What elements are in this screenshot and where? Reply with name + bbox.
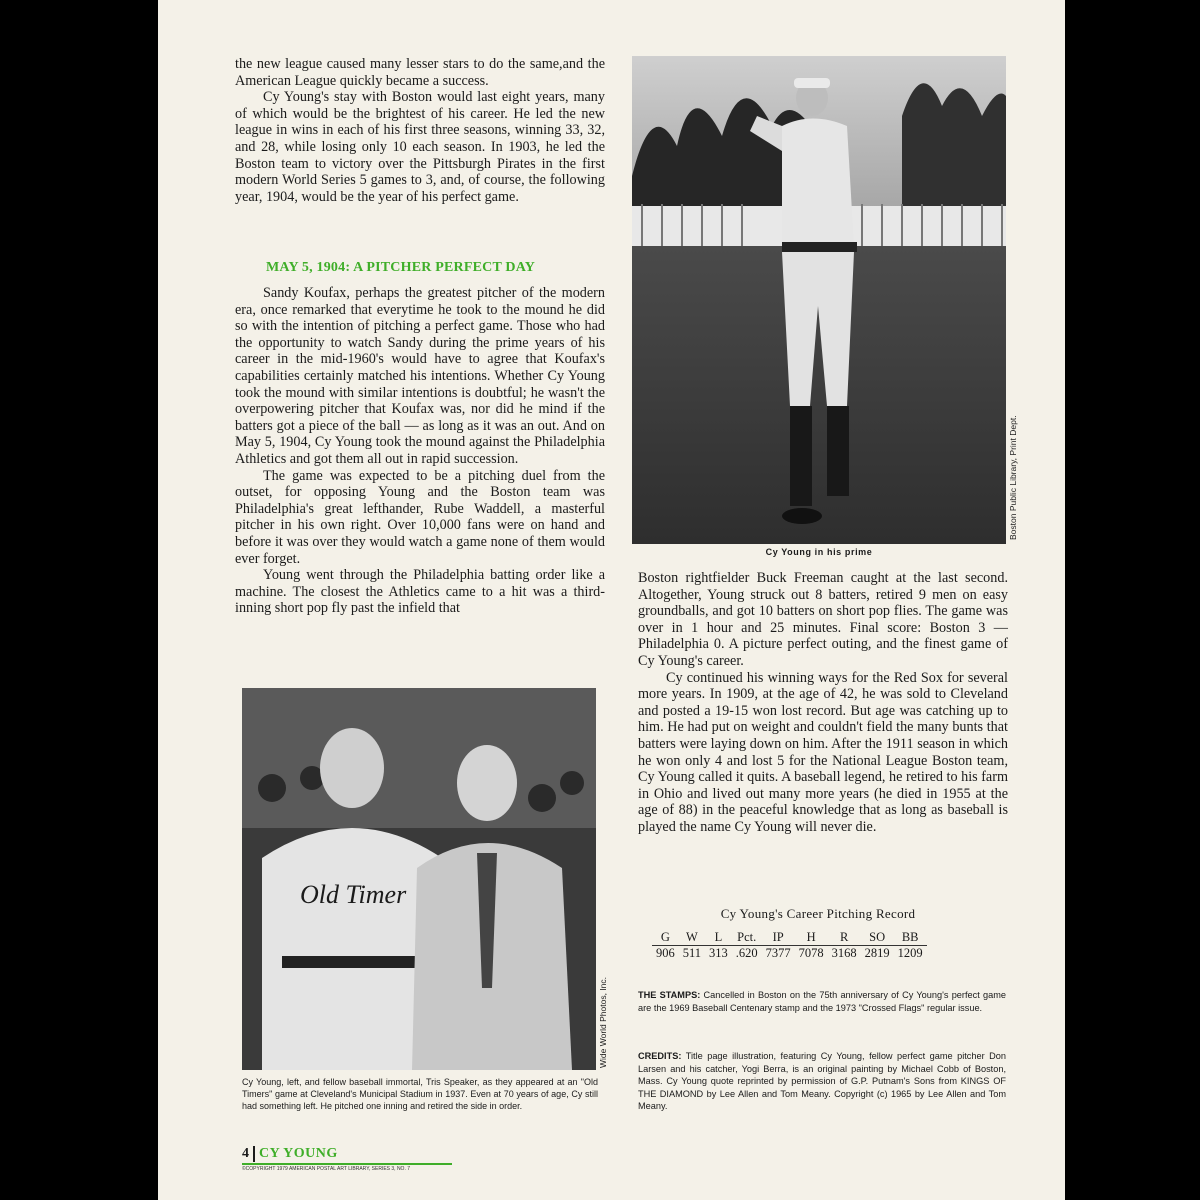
record-value-cell: 511 — [682, 946, 702, 960]
record-value-cell: 1209 — [897, 946, 923, 960]
record-value-cell: .620 — [735, 946, 758, 960]
two-men-illustration — [242, 688, 596, 1070]
record-header-cell: SO — [861, 930, 894, 946]
record-header-cell: IP — [762, 930, 795, 946]
footer-rule — [242, 1163, 452, 1165]
photo-credit-top: Boston Public Library, Print Dept. — [1008, 415, 1018, 540]
record-header-cell: L — [705, 930, 732, 946]
section-heading: MAY 5, 1904: A PITCHER PERFECT DAY — [266, 260, 536, 275]
record-header-cell: H — [795, 930, 828, 946]
record-header-cell: BB — [894, 930, 927, 946]
credits-label: CREDITS: — [638, 1051, 682, 1061]
stamps-text: Cancelled in Boston on the 75th anniversary of Cy Young's perfect game are the 1969 Baseball Centenary stamp and the 1973 "Crossed Flags" regular issue. — [638, 990, 1006, 1013]
record-header-cell: R — [828, 930, 861, 946]
credits-text: Title page illustration, featuring Cy Young, fellow perfect game pitcher Don Larsen and his catcher, Yogi Berra, is an original painting by Michael Cobb of Boston, Mass. Cy Young quote reprinted by permission of G.P. Putnam's Sons from KINGS OF THE DIAMOND by Lee Allen and Tom Meany. Copyright (c) 1965 by Lee Allen and Tom Meany. — [638, 1051, 1006, 1112]
record-value-cell: 313 — [709, 946, 728, 960]
record-value-cell: 906 — [656, 946, 675, 960]
footer — [242, 1146, 542, 1172]
career-record — [648, 906, 988, 961]
paragraph: Cy Young's stay with Boston would last eight years, many of which would be the brightest of his career. He led the new league in wins in each of his first three seasons, winning 33, 32, and 28, while losing only 10 each season. In 1903, he led the Boston team to victory over the Pittsburgh Pirates in the first modern World Series 5 games to 3, and, of course, the following year, 1904, would be the year of his perfect game. — [235, 89, 605, 205]
paragraph: Cy continued his winning ways for the Red Sox for several more years. In 1909, at the age of 42, he was sold to Cleveland and posted a 19-15 won lost record. But age was catching up to him. He had put on weight and couldn't field the many bunts that batters were laying down on him. After the 1911 season in which he won only 4 and lost 5 for the National League Boston team, Cy Young called it quits. A baseball legend, he retired to his farm in Ohio and lived out many more years (he died in 1955 at the age of 88) in the peaceful knowledge that as long as baseball is played the name Cy Young will never die. — [638, 669, 1008, 835]
record-header-cell: G — [652, 930, 679, 946]
credits-note — [638, 1050, 1006, 1113]
footer-divider — [253, 1146, 255, 1162]
record-value-cell: 7377 — [765, 946, 791, 960]
photo-old-timers — [242, 688, 596, 1070]
record-header-cell: W — [679, 930, 705, 946]
stamps-note — [638, 989, 1006, 1014]
career-record-table — [652, 930, 927, 961]
record-value-cell: 2819 — [864, 946, 890, 960]
record-value-cell: 7078 — [798, 946, 824, 960]
document-page — [158, 0, 1065, 1200]
pitcher-illustration — [632, 56, 1006, 544]
paragraph: Sandy Koufax, perhaps the greatest pitcher of the modern era, once remarked that everytime he took to the mound he did so with the intention of pitching a perfect game. Those who had the opportunity to watch Sandy during the prime years of his career in the mid-1960's would have to agree that Koufax's capabilities certainly matched his intentions. Whether Cy Young took the mound with similar intentions is doubtful; he wasn't the overpowering pitcher that Koufax was, nor did he mind if the batters got a piece of the ball — as long as it was an out. And on May 5, 1904, Cy Young took the mound against the Philadelphia Athletics and got them all out in rapid succession. — [235, 285, 605, 467]
col1-intro — [235, 56, 605, 205]
jersey-lettering: Old Timer — [300, 880, 407, 909]
paragraph: Young went through the Philadelphia batting order like a machine. The closest the Athletics came to a hit was a third-inning short pop fly past the infield that — [235, 567, 605, 617]
photo-caption-top: Cy Young in his prime — [765, 547, 873, 557]
paragraph: The game was expected to be a pitching duel from the outset, for opposing Young and the Boston team was Philadelphia's great lefthander, Rube Waddell, a masterful pitcher in his own right. Over 10,000 fans were on hand and before it was over they would watch a game none of them would ever forget. — [235, 467, 605, 567]
photo-caption-bottom: Cy Young, left, and fellow baseball immortal, Tris Speaker, as they appeared at an "Old Timers" game at Cleveland's Municipal Stadium in 1937. Even at 70 years of age, Cy still had something left. He pitched one inning and retired the side in order. — [242, 1077, 598, 1112]
photo-cy-young-prime — [632, 56, 1006, 544]
col2-body — [638, 570, 1008, 836]
career-record-title: Cy Young's Career Pitching Record — [720, 906, 916, 921]
stamps-label: THE STAMPS: — [638, 990, 701, 1000]
page-number: 4 — [242, 1146, 249, 1161]
paragraph: the new league caused many lesser stars to do the same,and the American League quickly became a success. — [235, 56, 605, 89]
paragraph: Boston rightfielder Buck Freeman caught at the last second. Altogether, Young struck out 8 batters, retired 9 men on easy groundballs, and got 10 batters on short pop flies. The game was over in 1 hour and 25 minutes. Final score: Boston 3 — Philadelphia 0. A picture perfect outing, and the finest game of Cy Young's career. — [638, 570, 1008, 669]
col1-section — [235, 285, 605, 617]
photo-credit-bottom: Wide World Photos, Inc. — [598, 976, 608, 1068]
record-header-cell: Pct. — [732, 930, 762, 946]
footer-title: CY YOUNG — [259, 1146, 338, 1161]
record-value-cell: 3168 — [831, 946, 857, 960]
footer-copyright: ©COPYRIGHT 1979 AMERICAN POSTAL ART LIBRARY, SERIES 3, NO. 7 — [242, 1166, 411, 1172]
